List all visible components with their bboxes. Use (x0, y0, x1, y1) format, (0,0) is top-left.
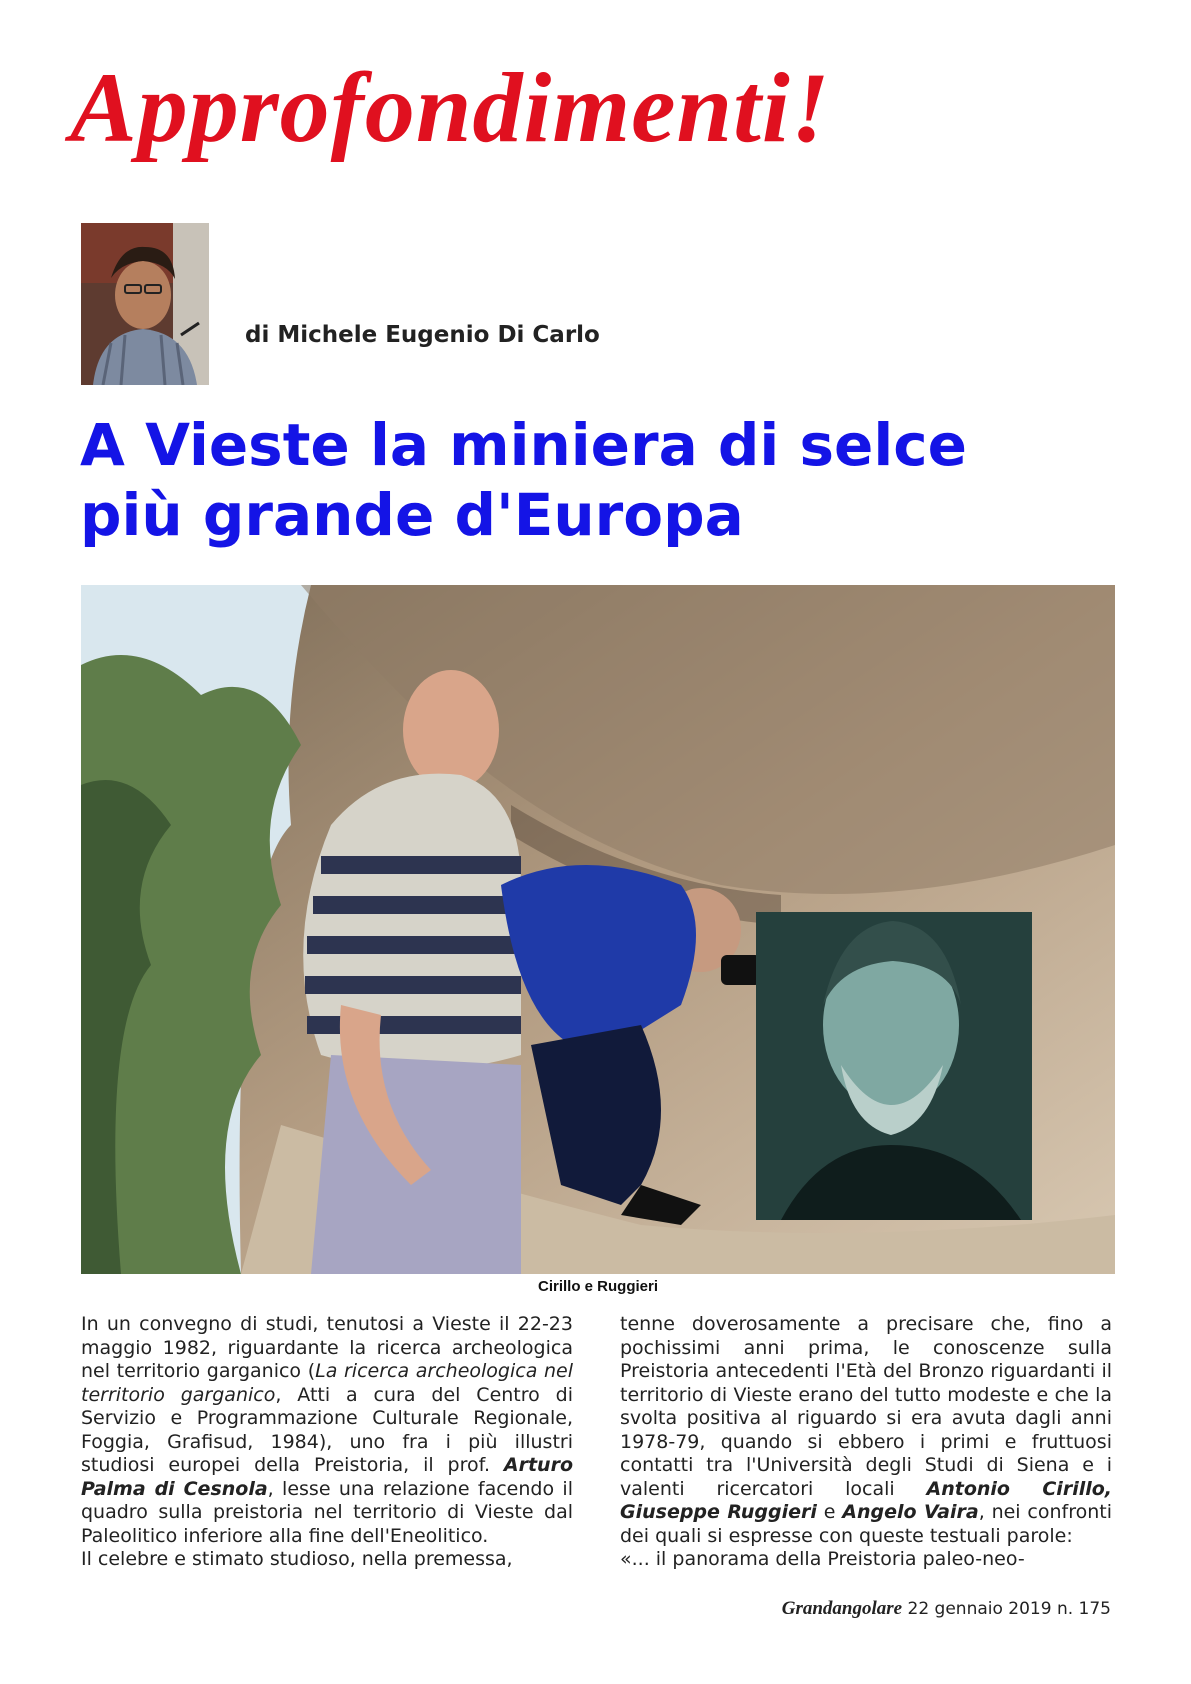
text-run: In un convegno di studi, tenutosi a Vieste il 22-23 maggio 1982, riguardante la ricerca archeologica nel territorio garganico ( (81, 1313, 573, 1382)
article-paragraph: Il celebre e stimato studioso, nella premessa, (81, 1548, 513, 1570)
text-run: , Atti a cura del Centro di Servizio e Programmazione Culturale Regionale, Foggia, Grafisud, 1984), uno fra i più illustri studiosi europei della Preistoria, il prof. (81, 1383, 573, 1476)
main-photo (81, 585, 1115, 1274)
text-run: , nei confronti dei quali si espresse con queste testuali parole: (620, 1501, 1112, 1547)
person-name: Angelo Vaira (842, 1501, 979, 1523)
author-photo (81, 223, 209, 385)
issue-info: 22 gennaio 2019 n. 175 (902, 1599, 1111, 1619)
person-name: Arturo Palma di Cesnola (81, 1454, 573, 1500)
section-title: Approfondimenti! (70, 52, 831, 163)
article-paragraph (620, 1313, 1112, 1548)
publication-name: Grandangolare (781, 1598, 903, 1619)
article-column-right (620, 1313, 1112, 1572)
article-paragraph (81, 1313, 573, 1548)
headline (80, 410, 1140, 550)
byline: di Michele Eugenio Di Carlo (245, 322, 600, 348)
article-paragraph: «... il panorama della Preistoria paleo-neo- (620, 1548, 1025, 1570)
photo-caption: Cirillo e Ruggieri (537, 1278, 658, 1295)
footer (782, 1598, 1111, 1620)
text-run: e (816, 1501, 843, 1523)
headline-line-2: più grande d'Europa (80, 481, 744, 549)
person-names: Antonio Cirillo, Giuseppe Ruggieri (620, 1477, 1113, 1523)
headline-line-1: A Vieste la miniera di selce (80, 411, 967, 479)
article-column-left (81, 1313, 573, 1572)
text-run: , lesse una relazione facendo il quadro sulla preistoria nel territorio di Vieste dal Paleolitico inferiore alla fine dell'Eneolitico. (81, 1477, 573, 1547)
book-title: La ricerca archeologica nel territorio garganico (81, 1360, 573, 1406)
text-run: tenne doverosamente a precisare che, fino a pochissimi anni prima, le conoscenze sulla Preistoria antecedenti l'Età del Bronzo riguardanti il territorio di Vieste erano del tutto modeste e che la svolta positiva al riguardo si era avuta dagli anni 1978-79, quando si ebbero i primi e fruttuosi contatti tra l'Università degli Studi di Siena e i valenti ricercatori locali (620, 1313, 1112, 1500)
